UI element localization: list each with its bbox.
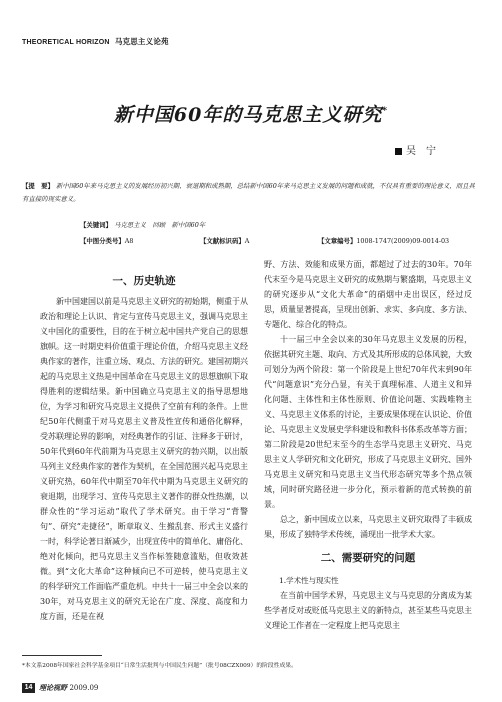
abstract-label: 【提 要】 <box>22 182 54 190</box>
title-footnote-mark: * <box>382 106 389 117</box>
right-column <box>264 257 472 633</box>
article-title <box>0 100 502 127</box>
body-paragraph: 新中国建国以前是马克思主义研究的初始期，侧重于从政治和理论上认识、肯定与宣传马克思主义，强调马克思主义中国化的重要性，目的在于树立起中国共产党自己的思想旗帜。这一时期史料价值重于理论价值，介绍马克思主义经典作家的著作，注重立场、观点、方法的研究。建国初期兴起的马克思主义热是中国革命在马克思主义的思想旗帜下取得胜利的逻辑结果。新中国确立马克思主义的指导思想地位，为学习和研究马克思主义提供了空前有利的条件。上世纪50年代侧重于对马克思主义普及性宣传和通俗化解释，受苏联理论界的影响，对经典著作的引证、注释多于研讨，50年代到60年代前期为马克思主义研究的勃兴期，以出版马列主义经典作家的著作为契机，在全国范围兴起马克思主义研究热，60年代中期至70年代中期为马克思主义研究的衰退期，出现学习、宣传马克思主义著作的群众性热潮，以群众性的“学习运动”取代了学术研究。由于学习“背警句”、研究“走捷径”，断章取义、生搬乱套、形式主义盛行一时，科学论著日渐减少，出现宣传中的简单化、庸俗化、绝对化倾向，把马克思主义当作标签随意滥贴，但收效甚微。到“文化大革命”这种倾向已不可逆转，使马克思主义的科学研究工作面临严重危机。中共十一届三中全会以来的30年，对马克思主义的研究无论在广度、深度、高度和力度方面，还是在视 <box>40 297 248 621</box>
article-value: 1008-1747(2009)09-0014-03 <box>356 237 450 245</box>
doc-label: 【文献标识码】 <box>200 237 245 245</box>
body-paragraph: 野、方法、效能和成果方面，都超过了过去的30年。70年代末至今是马克思主义研究的成熟期与繁盛期，马克思主义的研究逐步从“文化大革命”的硝烟中走出误区，经过反思，质量显著提高，呈现出创新、求实、多向度、多方法、专题化、综合化的特点。 <box>264 260 472 329</box>
section-heading-2: 二、需要研究的问题 <box>320 552 416 564</box>
body-paragraph: 十一届三中全会以来的30年马克思主义发展的历程，依据其研究主题、取向、方式及其所形成的总体风貌，大致可划分为两个阶段：第一个阶段是上世纪70年代末到90年代“问题意识”充分凸显，有关于真理标准、人道主义和异化问题、主体性和主体性原则、价值论问题、实践唯物主义、马克思主义体系的讨论，主要成果体现在认识论、价值论、马克思主义发展史学科建设和教科书体系改革等方面；第二阶段是20世纪末至今的生态学马克思主义研究、马克思主义人学研究和文化研究，形成了马克思主义研究、国外马克思主义研究和马克思主义当代形态研究等多个热点领域，同时研究路径进一步分化，预示着新的范式转换的前景。 <box>264 335 472 509</box>
subsection-heading: 1.学术性与现实性 <box>279 576 339 585</box>
keywords <box>80 220 205 229</box>
body-paragraph: 总之，新中国成立以来，马克思主义研究取得了丰硕成果，形成了独特学术传统，涌现出一批学术大家。 <box>264 515 472 539</box>
journal-header <box>22 36 169 47</box>
article-number <box>318 236 449 245</box>
journal-name: 理论视野 <box>39 683 67 692</box>
section-label: 马克思主义论苑 <box>114 37 169 46</box>
keywords-label: 【关键词】 <box>80 221 112 229</box>
clc-number <box>80 236 133 245</box>
abstract <box>22 180 480 206</box>
doc-value: A <box>244 237 250 245</box>
journal-issue: 2009.09 <box>69 684 99 692</box>
page-number: 14 <box>22 683 35 693</box>
journal-name-en: THEORETICAL HORIZON <box>22 39 110 46</box>
journal-footer <box>39 683 98 693</box>
abstract-text: 新中国60年来马克思主义的发展经历初兴期、衰退期和成熟期，总结新中国60年来马克思主义发展的问题和成就，不仅具有重要的理论意义，而且具有直接的现实意义。 <box>22 182 475 203</box>
clc-label: 【中图分类号】 <box>80 237 125 245</box>
square-icon <box>395 148 402 155</box>
footnote-divider <box>22 655 102 656</box>
title-text: 新中国60年的马克思主义研究 <box>113 104 383 126</box>
clc-value: A8 <box>124 237 134 245</box>
keywords-text: 马克思主义 回顾 新中国60年 <box>114 221 206 229</box>
body-paragraph: 在当前中国学术界，马克思主义与马克思的分离成为某些学者反对或贬低马克思主义的新特点，甚至某些马克思主义理论工作者在一定程度上把马克思主 <box>264 591 472 630</box>
author-line <box>395 142 436 157</box>
left-column <box>40 257 248 624</box>
footnote: *本文系2008年国家社会科学基金项目“日常生活批判与中国民生问题”（批号08CZX009）的阶段性成果。 <box>22 663 297 669</box>
author-name: 吴 宁 <box>406 146 436 157</box>
article-label: 【文章编号】 <box>318 237 357 245</box>
section-heading-1: 一、历史轨迹 <box>112 275 176 287</box>
doc-code <box>200 236 249 245</box>
